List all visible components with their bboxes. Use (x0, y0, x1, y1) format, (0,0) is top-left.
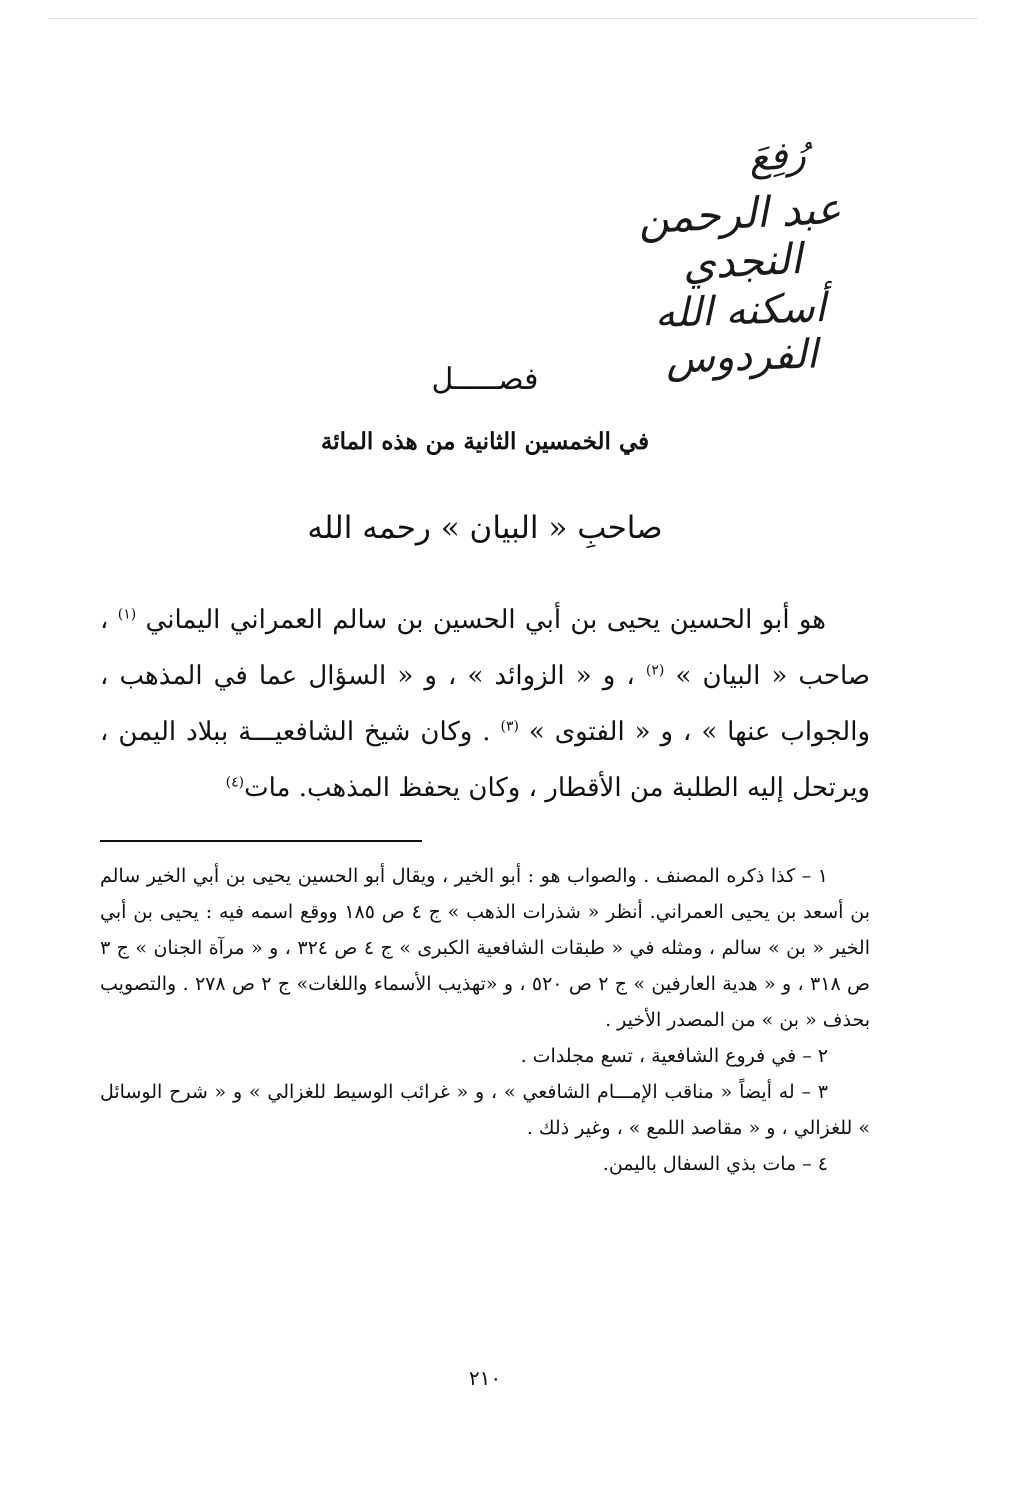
text-segment-4: . وكان شيخ الشافعيـــة ببلاد اليمن ، ويرتحل إليه الطلبة من الأقطار ، وكان يحفظ المذهب. مات (100, 717, 870, 803)
biography-paragraph (100, 592, 870, 816)
stamp-line-2: عبد الرحمن النجدي (637, 183, 843, 290)
footnote-ref-3: (٣) (500, 718, 519, 735)
footnote-ref-2: (٢) (645, 662, 665, 679)
page-number: ٢١٠ (468, 1366, 502, 1390)
text-segment-2: ، صاحب « البيان » (100, 605, 870, 691)
footnote-1: ١ – كذا ذكره المصنف . والصواب هو : أبو الخير ، ويقال أبو الحسين يحيى بن أبي الخير سالم بن أسعد بن يحيى العمراني. أنظر « شذرات الذهب » ج ٤ ص ١٨٥ ووقع اسمه فيه : يحيى بن أبي الخير « بن » سالم ، ومثله في « طبقات الشافعية الكبرى » ج ٤ ص ٣٢٤ ، و « مرآة الجنان » ج ٣ ص ٣١٨ ، و « هدية العارفين » ج ٢ ص ٥٢٠ ، و «تهذيب الأسماء واللغات» ج ٢ ص ٢٧٨ . والتصويب بحذف « بن » من المصدر الأخير . (100, 865, 870, 1031)
footnote-4: ٤ – مات بذي السفال باليمن. (602, 1153, 828, 1175)
section-heading: فصـــــل (431, 362, 539, 397)
book-page (100, 0, 870, 1504)
biography-text (100, 592, 870, 816)
footnote-ref-1: (١) (117, 606, 137, 623)
footnote-divider (100, 840, 422, 842)
text-segment-3: ، و « الزوائد » ، و « السؤال عما في المذهب ، والجواب عنها » ، و « الفتوى » (100, 661, 871, 747)
section-subheading: في الخمسين الثانية من هذه المائة (320, 428, 650, 455)
text-segment-1: هو أبو الحسين يحيى بن أبي الحسين بن سالم العمراني اليماني (145, 605, 827, 635)
entry-title: صاحبِ « البيان » رحمه الله (307, 510, 663, 546)
stamp-line-1: رُفِعَ (747, 132, 808, 180)
footnote-ref-4: (٤) (225, 774, 245, 791)
footnote-2: ٢ – في فروع الشافعية ، تسع مجلدات . (520, 1045, 828, 1067)
uploader-stamp (606, 132, 876, 383)
stamp-line-3: أسكنه الله الفردوس (653, 285, 827, 383)
footnote-3: ٣ – له أيضاً « مناقب الإمـــام الشافعي » ، و « غرائب الوسيط للغزالي » و « شرح الوسائل » للغزالي ، و « مقاصد اللمع » ، وغير ذلك . (100, 1081, 870, 1139)
footnotes (100, 858, 870, 1182)
